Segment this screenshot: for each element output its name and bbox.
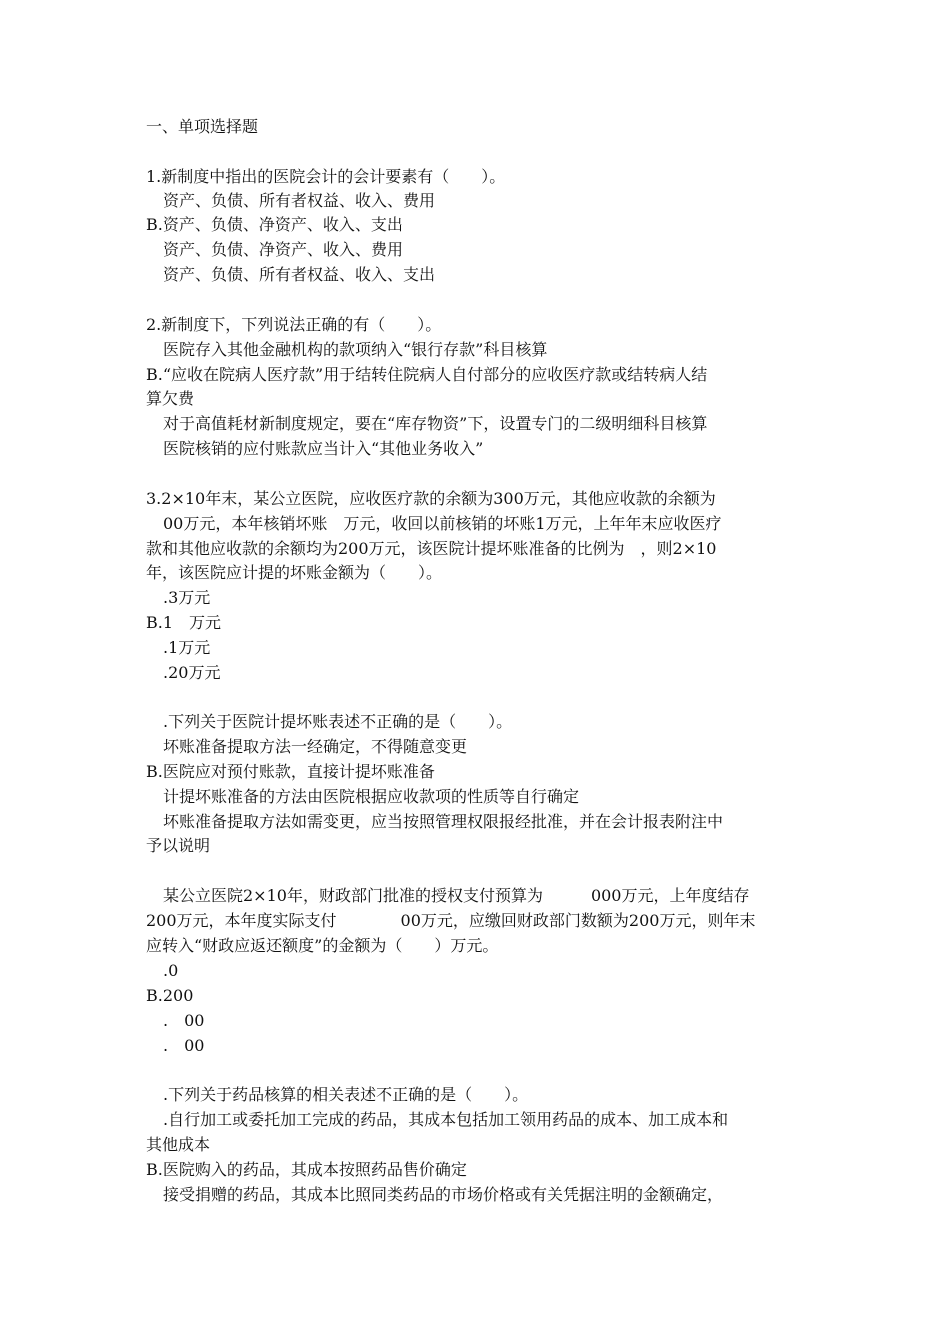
question-4-option-d-cont: 予以说明: [146, 836, 211, 855]
question-5-option-a: .0: [163, 961, 179, 980]
question-2-option-b-cont: 算欠费: [146, 389, 195, 408]
question-2-option-d: 医院核销的应付账款应当计入“其他业务收入”: [163, 439, 484, 458]
question-4-option-b: B.医院应对预付账款，直接计提坏账准备: [146, 762, 435, 781]
question-3-stem-line2: 00万元，本年核销坏账 万元，收回以前核销的坏账1万元，上年年末应收医疗: [163, 514, 722, 533]
question-3-option-d: .20万元: [163, 663, 221, 682]
question-5-stem-line2: 200万元，本年度实际支付 00万元，应缴回财政部门数额为200万元，则年末: [146, 911, 756, 930]
section-title: 一、单项选择题: [146, 117, 259, 136]
question-3-option-a: .3万元: [163, 588, 211, 607]
question-1-stem: 1.新制度中指出的医院会计的会计要素有（ ）。: [146, 167, 506, 186]
question-3-option-b: B.1 万元: [146, 613, 222, 632]
question-6-option-a-cont: 其他成本: [146, 1135, 211, 1154]
question-1-option-d: 资产、负债、所有者权益、收入、支出: [163, 265, 436, 284]
question-2-option-a: 医院存入其他金融机构的款项纳入“银行存款”科目核算: [163, 340, 548, 359]
question-2-stem: 2.新制度下，下列说法正确的有（ ）。: [146, 315, 442, 334]
question-5-stem-line3: 应转入“财政应返还额度”的金额为（ ）万元。: [146, 936, 499, 955]
question-6-stem: .下列关于药品核算的相关表述不正确的是（ ）。: [163, 1085, 529, 1104]
question-3-stem-line3: 款和其他应收款的余额均为200万元，该医院计提坏账准备的比例为 ，则2×10: [146, 539, 717, 558]
question-5-option-d: . 00: [163, 1036, 205, 1055]
question-4-option-d: 坏账准备提取方法如需变更，应当按照管理权限报经批准，并在会计报表附注中: [163, 812, 724, 831]
question-1-option-b: B.资产、负债、净资产、收入、支出: [146, 215, 403, 234]
question-3-stem-line1: 3.2×10年末，某公立医院，应收医疗款的余额为300万元，其他应收款的余额为: [146, 489, 716, 508]
question-1-option-c: 资产、负债、净资产、收入、费用: [163, 240, 404, 259]
question-4-option-c: 计提坏账准备的方法由医院根据应收款项的性质等自行确定: [163, 787, 580, 806]
question-4-option-a: 坏账准备提取方法一经确定，不得随意变更: [163, 737, 468, 756]
question-2-option-c: 对于高值耗材新制度规定，要在“库存物资”下，设置专门的二级明细科目核算: [163, 414, 708, 433]
question-2-option-b: B.“应收在院病人医疗款”用于结转住院病人自付部分的应收医疗款或结转病人结: [146, 365, 708, 384]
question-5-stem-line1: 某公立医院2×10年，财政部门批准的授权支付预算为 000万元，上年度结存: [163, 886, 750, 905]
question-6-option-c: 接受捐赠的药品，其成本比照同类药品的市场价格或有关凭据注明的金额确定，: [163, 1185, 724, 1204]
question-1-option-a: 资产、负债、所有者权益、收入、费用: [163, 191, 436, 210]
question-6-option-b: B.医院购入的药品，其成本按照药品售价确定: [146, 1160, 467, 1179]
question-4-stem: .下列关于医院计提坏账表述不正确的是（ ）。: [163, 712, 513, 731]
question-6-option-a: .自行加工或委托加工完成的药品，其成本包括加工领用药品的成本、加工成本和: [163, 1110, 729, 1129]
question-5-option-b: B.200: [146, 986, 194, 1005]
question-3-stem-line4: 年，该医院应计提的坏账金额为（ ）。: [146, 563, 443, 582]
question-5-option-c: . 00: [163, 1011, 205, 1030]
question-3-option-c: .1万元: [163, 638, 211, 657]
